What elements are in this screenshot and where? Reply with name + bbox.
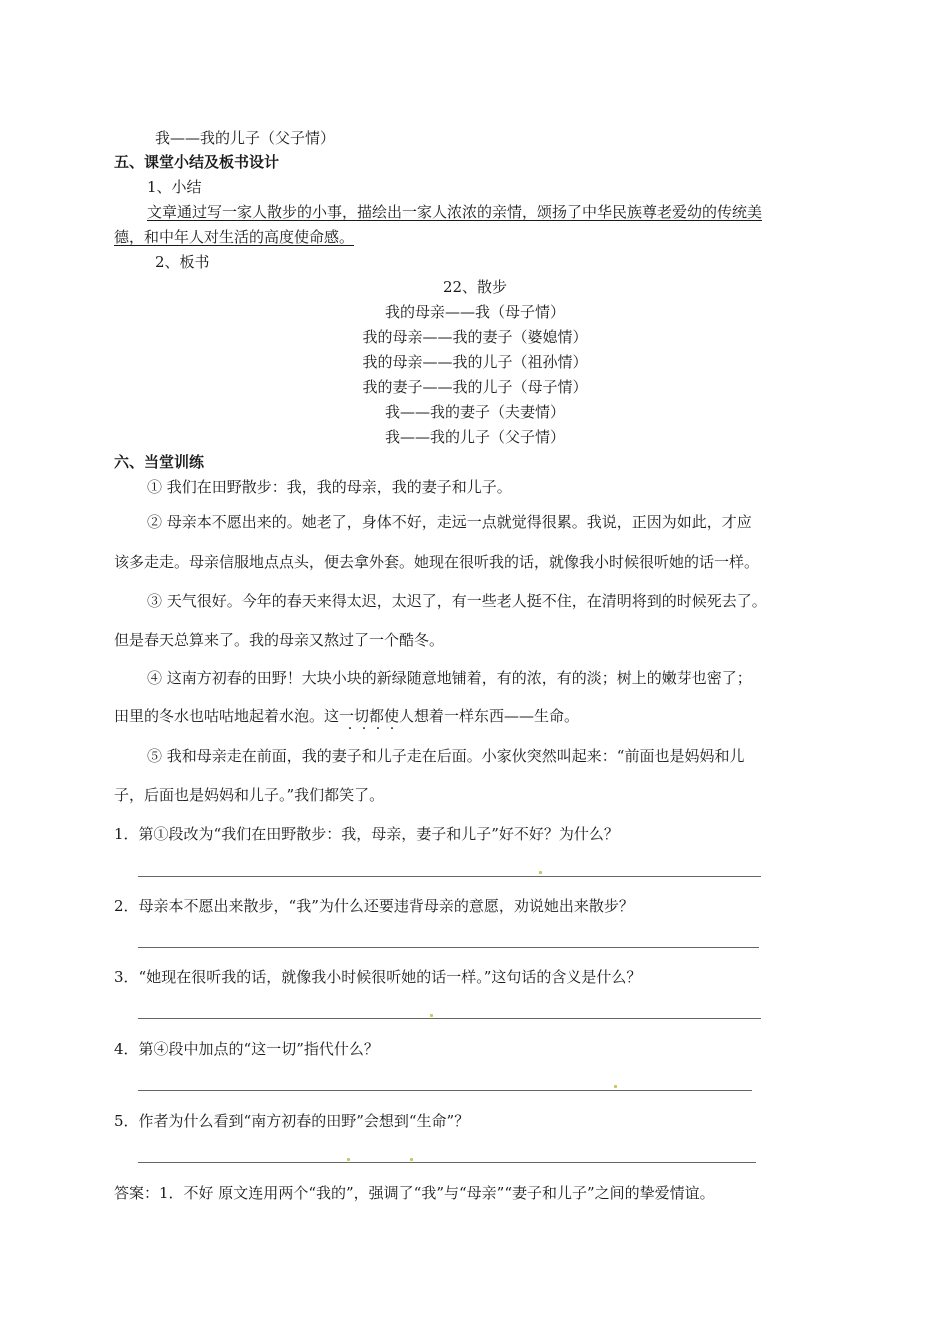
- passage-p2-line2: 该多走走。母亲信服地点点头，便去拿外套。她现在很听我的话，就像我小时候很听她的话一样。: [114, 553, 760, 571]
- emphasis-dots: ・・・・: [345, 724, 401, 735]
- scan-speck: [410, 1158, 413, 1161]
- scan-speck: [430, 1014, 433, 1017]
- top-line: 我——我的儿子（父子情）: [155, 129, 336, 147]
- passage-p5-line1: ⑤ 我和母亲走在前面，我的妻子和儿子走在后面。小家伙突然叫起来：“前面也是妈妈和儿: [147, 747, 745, 765]
- section5-heading: 五、课堂小结及板书设计: [114, 153, 280, 171]
- question-3: 3．“她现在很听我的话，就像我小时候很听她的话一样。”这句话的含义是什么？: [114, 968, 642, 986]
- board-line: 我的母亲——我的妻子（婆媳情）: [362, 328, 588, 346]
- answer-line-1[interactable]: [138, 876, 761, 877]
- answer-text: 答案：1．不好 原文连用两个“我的”，强调了“我”与“母亲”“妻子和儿子”之间的挚爱情谊。: [114, 1184, 715, 1202]
- question-2: 2．母亲本不愿出来散步，“我”为什么还要违背母亲的意愿，劝说她出来散步？: [114, 897, 634, 915]
- question-5: 5．作者为什么看到“南方初春的田野”会想到“生命”？: [114, 1112, 470, 1130]
- summary-label: 1、小结: [147, 178, 202, 196]
- passage-p4-line2: 田里的冬水也咕咕地起着水泡。这一切都使人想着一样东西——生命。: [114, 707, 580, 725]
- board-title: 22、散步: [442, 278, 508, 296]
- passage-p3-line2: 但是春天总算来了。我的母亲又熬过了一个酷冬。: [114, 631, 445, 649]
- summary-line-1: 文章通过写一家人散步的小事，描绘出一家人浓浓的亲情，颂扬了中华民族尊老爱幼的传统美: [147, 203, 763, 221]
- passage-p5-line2: 子，后面也是妈妈和儿子。”我们都笑了。: [114, 786, 385, 804]
- board-line: 我的妻子——我的儿子（母子情）: [362, 378, 588, 396]
- scan-speck: [539, 871, 542, 874]
- passage-p3-line1: ③ 天气很好。今年的春天来得太迟，太迟了，有一些老人挺不住，在清明将到的时候死去了。: [147, 592, 767, 610]
- passage-p2-line1: ② 母亲本不愿出来的。她老了，身体不好，走远一点就觉得很累。我说，正因为如此，才应: [147, 513, 752, 531]
- summary-line-2: 德，和中年人对生活的高度使命感。: [114, 228, 355, 246]
- board-label: 2、板书: [155, 253, 210, 271]
- answer-line-2[interactable]: [138, 947, 759, 948]
- answer-line-5[interactable]: [138, 1162, 756, 1163]
- answer-line-4[interactable]: [138, 1090, 752, 1091]
- question-1: 1．第①段改为“我们在田野散步：我，母亲，妻子和儿子”好不好？为什么？: [114, 825, 619, 843]
- passage-p4-line1: ④ 这南方初春的田野！大块小块的新绿随意地铺着，有的浓，有的淡；树上的嫩芽也密了；: [147, 669, 752, 687]
- passage-p1: ① 我们在田野散步：我，我的母亲，我的妻子和儿子。: [147, 478, 512, 496]
- scan-speck: [347, 1158, 350, 1161]
- board-line: 我——我的妻子（夫妻情）: [384, 403, 565, 421]
- section6-heading: 六、当堂训练: [114, 453, 205, 471]
- answer-line-3[interactable]: [138, 1018, 761, 1019]
- board-line: 我的母亲——我的儿子（祖孙情）: [362, 353, 588, 371]
- scan-speck: [614, 1085, 617, 1088]
- board-line: 我的母亲——我（母子情）: [384, 303, 565, 321]
- question-4: 4．第④段中加点的“这一切”指代什么？: [114, 1040, 379, 1058]
- board-line: 我——我的儿子（父子情）: [384, 428, 565, 446]
